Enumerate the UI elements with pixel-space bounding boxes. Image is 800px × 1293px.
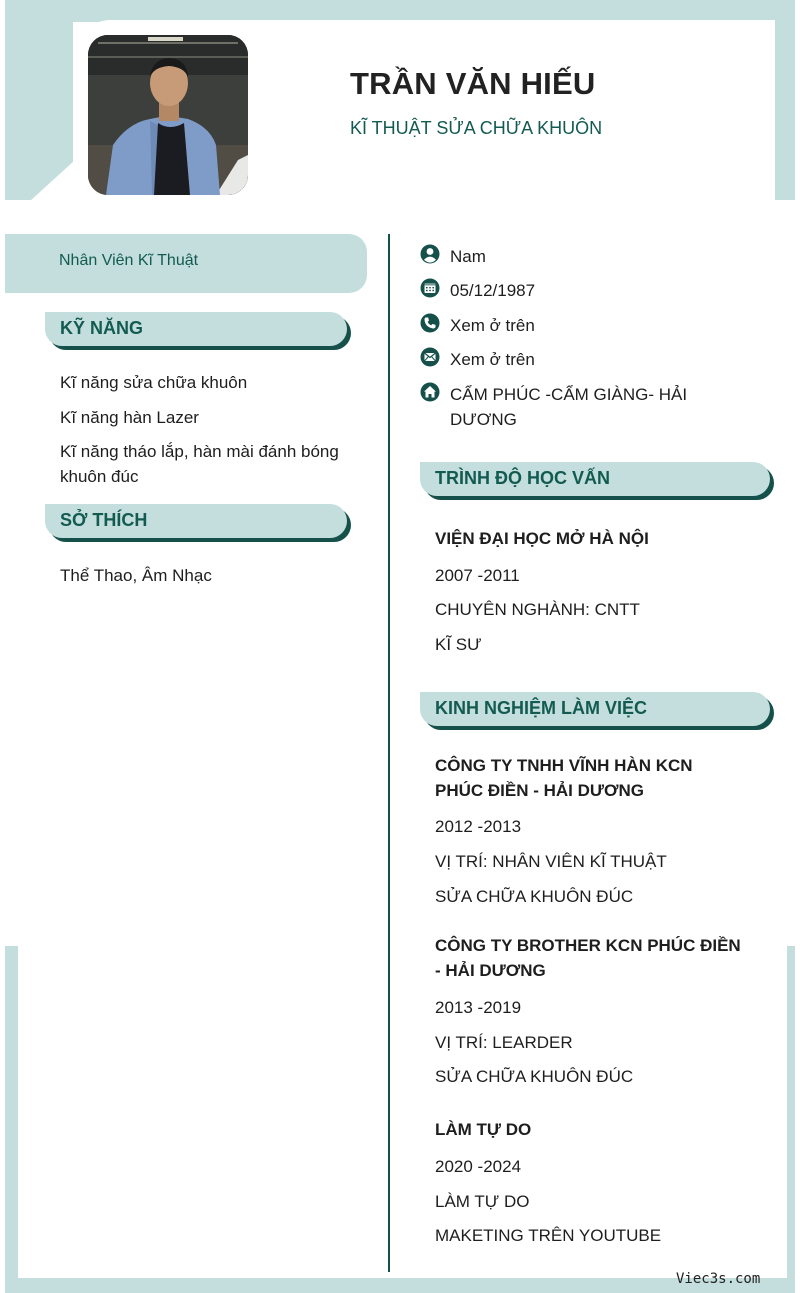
job-period: 2013 -2019 <box>435 998 522 1017</box>
job-period: 2012 -2013 <box>435 817 522 836</box>
profile-photo <box>88 35 248 195</box>
contact-email: Xem ở trên <box>450 350 535 369</box>
job-period: 2020 -2024 <box>435 1157 522 1176</box>
job-duty: SỬA CHỮA KHUÔN ĐÚC <box>435 887 634 906</box>
candidate-name: TRẦN VĂN HIẾU <box>350 66 596 101</box>
frame-top <box>5 0 795 22</box>
job-duty: SỬA CHỮA KHUÔN ĐÚC <box>435 1067 634 1086</box>
envelope-icon <box>420 347 440 367</box>
hobbies-text: Thể Thao, Âm Nhạc <box>60 566 212 585</box>
education-degree: KĨ SƯ <box>435 635 482 654</box>
skill-item: Kĩ năng sửa chữa khuôn <box>60 373 248 392</box>
experience-heading-label: KINH NGHIỆM LÀM VIỆC <box>435 698 648 718</box>
header-notch <box>30 160 75 201</box>
job-company: CÔNG TY BROTHER KCN PHÚC ĐIỀN - HẢI DƯƠNG <box>435 936 741 980</box>
education-major: CHUYÊN NGHÀNH: CNTT <box>435 600 640 619</box>
calendar-icon <box>420 278 440 298</box>
education-school: VIỆN ĐẠI HỌC MỞ HÀ NỘI <box>435 529 649 548</box>
home-icon <box>420 382 440 402</box>
candidate-title: KĨ THUẬT SỬA CHỮA KHUÔN <box>350 118 603 138</box>
job-position: VỊ TRÍ: LEARDER <box>435 1033 573 1052</box>
job-position: VỊ TRÍ: NHÂN VIÊN KĨ THUẬT <box>435 852 667 871</box>
education-period: 2007 -2011 <box>435 566 520 585</box>
job-tag <box>5 234 367 293</box>
job-position: LÀM TỰ DO <box>435 1192 530 1211</box>
skill-item: Kĩ năng tháo lắp, hàn mài đánh bóng khuôn đúc <box>60 442 339 486</box>
skill-item: Kĩ năng hàn Lazer <box>60 408 199 427</box>
job-company: LÀM TỰ DO <box>435 1120 532 1139</box>
skills-heading <box>45 312 347 346</box>
contact-gender: Nam <box>450 247 486 266</box>
profile-photo-drawing <box>88 35 248 195</box>
frame-top-right <box>775 0 795 200</box>
education-heading <box>420 462 770 496</box>
experience-heading <box>420 692 770 726</box>
job-tag-label: Nhân Viên Kĩ Thuật <box>59 252 199 269</box>
column-divider <box>388 234 390 1272</box>
frame-bottom-right <box>787 946 795 1293</box>
contact-address: CẨM PHÚC -CẨM GIÀNG- HẢI DƯƠNG <box>450 385 688 429</box>
phone-icon <box>420 313 440 333</box>
hobbies-heading <box>45 504 347 538</box>
frame-bottom-left <box>5 946 18 1293</box>
contact-birthday: 05/12/1987 <box>450 281 536 300</box>
job-duty: MAKETING TRÊN YOUTUBE <box>435 1226 662 1245</box>
user-circle-icon <box>420 244 440 264</box>
education-heading-label: TRÌNH ĐỘ HỌC VẤN <box>435 468 610 488</box>
hobbies-heading-label: SỞ THÍCH <box>60 510 148 530</box>
watermark: Viec3s.com <box>676 1271 761 1287</box>
contact-phone: Xem ở trên <box>450 316 535 335</box>
skills-heading-label: KỸ NĂNG <box>60 318 144 338</box>
job-company: CÔNG TY TNHH VĨNH HÀN KCN PHÚC ĐIỀN - HẢI DƯƠNG <box>435 756 693 800</box>
